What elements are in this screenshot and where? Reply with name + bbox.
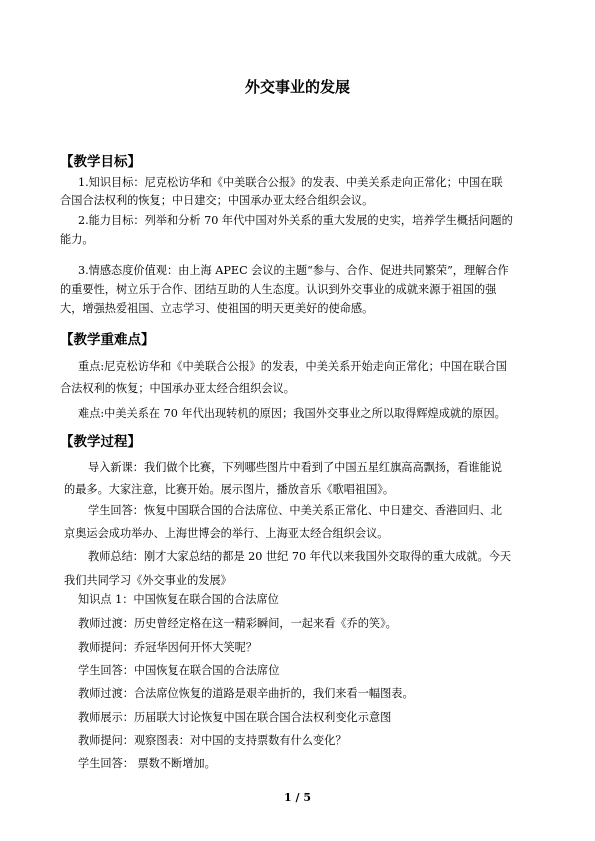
paragraph-line: 能力。: [60, 233, 94, 246]
paragraph-line: 学生回答： 票数不断增加。: [78, 757, 216, 770]
paragraph-line: 1.知识目标：尼克松访华和《中美联合公报》的发表、中美关系走向正常化；中国在联: [78, 176, 503, 189]
paragraph-line: 学生回答：恢复中国联合国的合法席位、中美关系正常化、中日建交、香港回归、北: [88, 504, 502, 517]
paragraph-line: 教师展示：历届联大讨论恢复中国在联合国合法权利变化示意图: [78, 711, 392, 724]
paragraph-line: 教师提问：观察图表：对中国的支持票数有什么变化？: [78, 734, 347, 747]
paragraph-line: 知识点 1：中国恢复在联合国的合法席位: [78, 593, 279, 606]
paragraph-line: 教师提问：乔冠华因何开怀大笑呢？: [78, 641, 258, 654]
section-heading-key-points: 【教学重难点】: [60, 332, 155, 348]
paragraph-line: 的重要性，树立乐于合作、团结互助的人生态度。认识到外交事业的成就来源于祖国的强: [60, 283, 497, 296]
page-number: 1 / 5: [284, 791, 311, 804]
paragraph-line: 难点:中美关系在 70 年代出现转机的原因；我国外交事业之所以取得辉煌成就的原因。: [78, 407, 506, 420]
paragraph-line: 教师总结：刚才大家总结的都是 20 世纪 70 年代以来我国外交取得的重大成就。今天: [88, 550, 512, 563]
section-heading-process: 【教学过程】: [60, 434, 141, 450]
paragraph-line: 合法权利的恢复；中国承办亚太经合组织会议。: [60, 382, 295, 395]
paragraph-line: 的最多。大家注意，比赛开始。展示图片，播放音乐《歌唱祖国》。: [64, 483, 395, 496]
paragraph-line: 学生回答：中国恢复在联合国的合法席位: [78, 664, 280, 677]
paragraph-line: 京奥运会成功举办、上海世博会的举行、上海亚太经合组织会议。: [64, 527, 389, 540]
paragraph-line: 教师过渡：合法席位恢复的道路是艰辛曲折的，我们来看一幅图表。: [78, 687, 414, 700]
page-title: 外交事业的发展: [244, 78, 350, 96]
paragraph-line: 重点:尼克松访华和《中美联合公报》的发表，中美关系开始走向正常化；中国在联合国: [78, 360, 507, 373]
paragraph-line: 2.能力目标：列举和分析 70 年代中国对外关系的重大发展的史实，培养学生概括问题的: [78, 214, 513, 227]
paragraph-line: 3.情感态度价值观：由上海 APEC 会议的主题“参与、合作、促进共同繁荣”，理解合作: [78, 264, 509, 277]
paragraph-line: 教师过渡：历史曾经定格在这一精彩瞬间，一起来看《乔的笑》。: [78, 617, 397, 630]
paragraph-line: 导入新课：我们做个比赛，下列哪些图片中看到了中国五星红旗高高飘扬，看谁能说: [88, 461, 502, 474]
paragraph-line: 大，增强热爱祖国、立志学习、使祖国的明天更美好的使命感。: [60, 302, 374, 315]
paragraph-line: 合国合法权利的恢复；中日建交；中国承办亚太经合组织会议。: [60, 194, 374, 207]
section-heading-objectives: 【教学目标】: [60, 154, 141, 170]
paragraph-line: 我们共同学习《外交事业的发展》: [64, 574, 232, 587]
